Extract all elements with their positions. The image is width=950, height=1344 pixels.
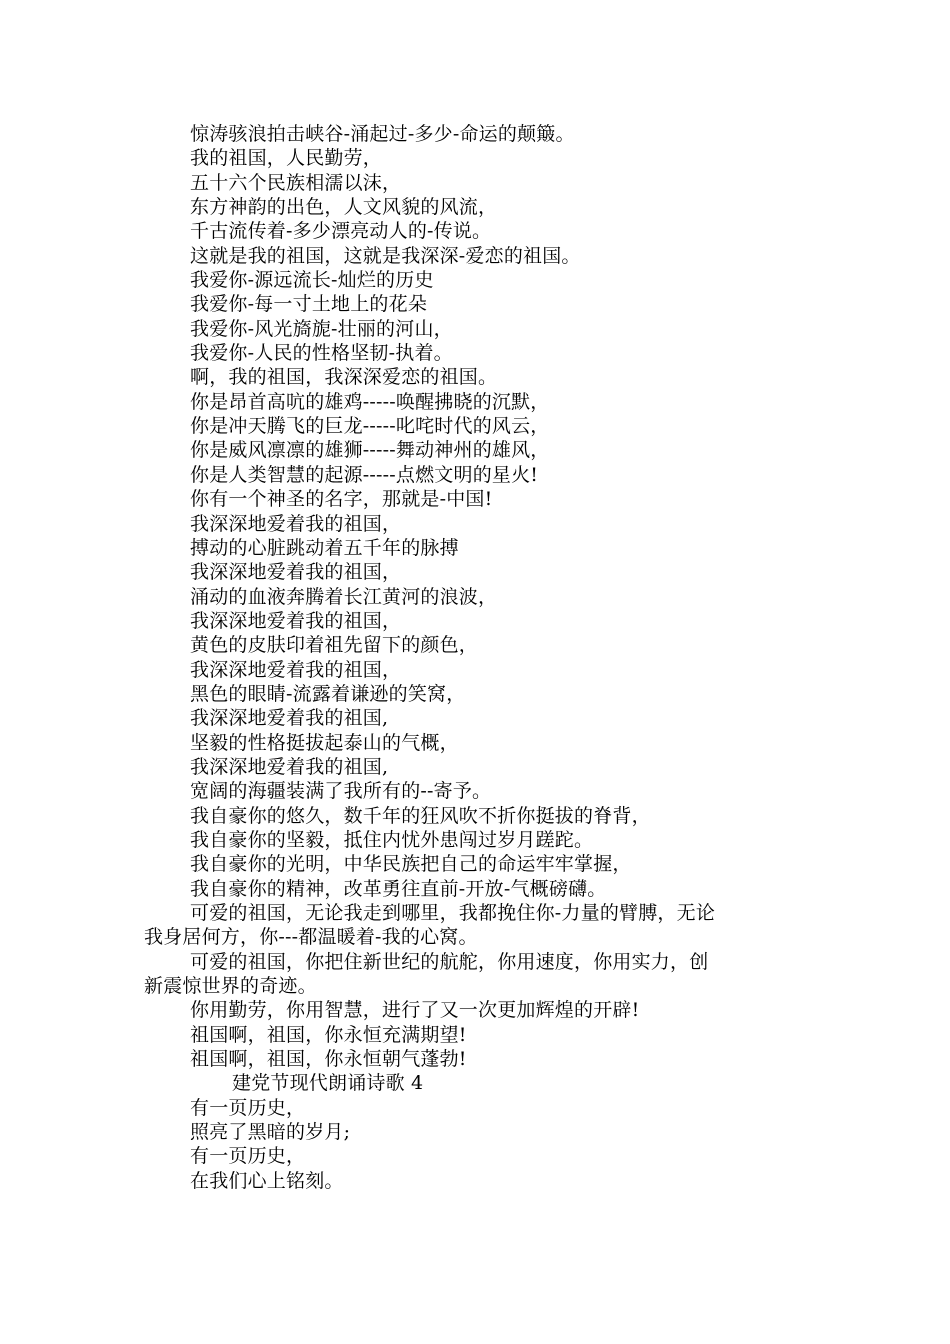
poem-line: 我自豪你的悠久，数千年的狂风吹不折你挺拔的脊背， [190, 804, 651, 827]
poem-line: 有一页历史， [190, 1145, 306, 1168]
poem-line: 惊涛骇浪拍击峡谷-涌起过-多少-命运的颠簸。 [190, 123, 575, 145]
poem-line: 有一页历史， [190, 1096, 306, 1119]
poem-line: 我爱你-源远流长-灿烂的历史 [190, 269, 434, 292]
poem-line: 祖国啊，祖国，你永恒朝气蓬勃! [190, 1048, 467, 1071]
poem-text-body [144, 122, 808, 1193]
poem-line: 黄色的皮肤印着祖先留下的颜色， [190, 634, 479, 657]
poem-line: 我自豪你的光明，中华民族把自己的命运牢牢掌握， [190, 853, 632, 876]
poem-line: 可爱的祖国，无论我走到哪里，我都挽住你-力量的臂膊，无论 [190, 902, 716, 924]
poem-line: 我的祖国，人民勤劳， [190, 147, 383, 170]
poem-line: 我深深地爱着我的祖国， [190, 512, 402, 535]
poem-line: 你是人类智慧的起源-----点燃文明的星火! [190, 463, 539, 486]
poem-line: 在我们心上铭刻。 [190, 1169, 344, 1192]
poem-line: 我爱你-每一寸土地上的花朵 [190, 293, 428, 316]
poem-line: 你有一个神圣的名字，那就是-中国! [190, 488, 493, 511]
poem-line: 五十六个民族相濡以沫， [190, 171, 402, 194]
poem-line: 你用勤劳，你用智慧，进行了又一次更加辉煌的开辟! [190, 999, 640, 1022]
poem-line: 涌动的血液奔腾着长江黄河的浪波， [190, 585, 498, 608]
poem-line: 我爱你-人民的性格坚韧-执着。 [190, 342, 453, 365]
poem-line: 你是冲天腾飞的巨龙-----叱咤时代的风云， [190, 415, 550, 438]
section-title: 建党节现代朗诵诗歌 4 [232, 1072, 424, 1095]
poem-line: 坚毅的性格挺拔起泰山的气概， [190, 731, 459, 754]
poem-line: 新震惊世界的奇迹。 [144, 975, 317, 998]
poem-line: 我深深地爱着我的祖国, [190, 755, 389, 778]
poem-line: 东方神韵的出色，人文风貌的风流， [190, 196, 498, 219]
poem-line: 我自豪你的坚毅，抵住内忧外患闯过岁月蹉跎。 [190, 828, 594, 851]
poem-line: 千古流传着-多少漂亮动人的-传说。 [190, 220, 492, 243]
poem-line: 我身居何方，你---都温暖着-我的心窝。 [144, 926, 478, 949]
poem-line: 黑色的眼睛-流露着谦逊的笑窝， [190, 682, 466, 705]
poem-line: 我深深地爱着我的祖国， [190, 561, 402, 584]
poem-line: 祖国啊，祖国，你永恒充满期望! [190, 1023, 467, 1046]
poem-line: 我爱你-风光旖旎-壮丽的河山， [190, 317, 453, 340]
poem-line: 宽阔的海疆装满了我所有的--寄予。 [190, 780, 492, 803]
poem-line: 你是昂首高吭的雄鸡-----唤醒拂晓的沉默， [190, 390, 550, 413]
poem-line: 搏动的心脏跳动着五千年的脉搏 [190, 536, 459, 559]
poem-line: 我深深地爱着我的祖国, [190, 707, 389, 730]
poem-line: 我自豪你的精神，改革勇往直前-开放-气概磅礴。 [190, 877, 607, 900]
poem-line: 啊，我的祖国，我深深爱恋的祖国。 [190, 366, 498, 389]
poem-line: 你是威风凛凛的雄狮-----舞动神州的雄风， [190, 439, 550, 462]
poem-line: 我深深地爱着我的祖国， [190, 658, 402, 681]
poem-line: 这就是我的祖国，这就是我深深-爱恋的祖国。 [190, 244, 581, 267]
poem-line: 可爱的祖国，你把住新世纪的航舵，你用速度，你用实力，创 [190, 950, 709, 973]
poem-line: 照亮了黑暗的岁月; [190, 1121, 351, 1144]
poem-line: 我深深地爱着我的祖国， [190, 609, 402, 632]
